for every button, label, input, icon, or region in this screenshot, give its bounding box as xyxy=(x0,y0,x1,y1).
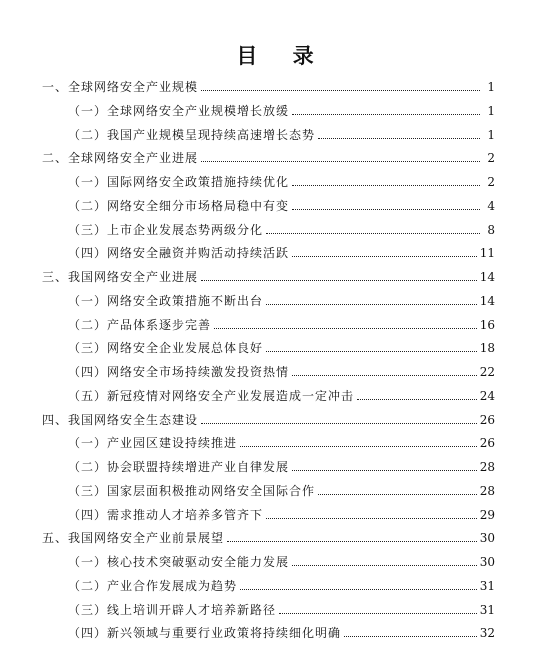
toc-section-entry xyxy=(0,145,550,165)
toc-entry-label: （四）需求推动人才培养多管齐下 xyxy=(68,507,264,522)
toc-page-number: 30 xyxy=(479,531,495,546)
dot-leader xyxy=(292,185,480,186)
toc-page-number: 26 xyxy=(479,412,495,427)
toc-entry-label: 一、全球网络安全产业规模 xyxy=(42,80,199,94)
dot-leader xyxy=(292,209,480,210)
toc-entry-label: （一）全球网络安全产业规模增长放缓 xyxy=(68,103,290,118)
dot-leader xyxy=(292,470,477,471)
toc-entry-label: （二）网络安全细分市场格局稳中有变 xyxy=(68,198,290,213)
dot-leader xyxy=(292,256,477,257)
toc-entry-label: （四）新兴领域与重要行业政策将持续细化明确 xyxy=(68,626,342,641)
dot-leader xyxy=(318,494,477,495)
toc-entry-label: （三）国家层面积极推动网络安全国际合作 xyxy=(68,483,316,498)
toc-entry-label: （一）产业园区建设持续推进 xyxy=(68,436,238,451)
toc-subsection-entry xyxy=(0,454,550,474)
dot-leader xyxy=(227,541,477,542)
toc-subsection-entry xyxy=(0,169,550,189)
dot-leader xyxy=(292,565,477,566)
toc-entry-label: （五）新冠疫情对网络安全产业发展造成一定冲击 xyxy=(68,388,355,403)
dot-leader xyxy=(292,114,480,115)
toc-page-number: 26 xyxy=(479,436,495,451)
toc-subsection-entry xyxy=(0,288,550,308)
toc-page-number: 29 xyxy=(479,507,495,522)
toc-subsection-entry xyxy=(0,478,550,498)
dot-leader xyxy=(240,446,477,447)
toc-page-number: 32 xyxy=(479,626,495,641)
toc-subsection-entry xyxy=(0,597,550,617)
toc-page-number: 2 xyxy=(487,151,495,166)
toc-page-number: 1 xyxy=(487,80,495,94)
toc-entry-label: 四、我国网络安全生态建设 xyxy=(42,412,199,427)
toc-entry-label: （三）线上培训开辟人才培养新路径 xyxy=(68,602,277,617)
toc-subsection-entry xyxy=(0,502,550,522)
toc-subsection-entry xyxy=(0,359,550,379)
dot-leader xyxy=(279,613,477,614)
toc-entry-label: （二）产品体系逐步完善 xyxy=(68,317,212,332)
page-title: 目 录 xyxy=(236,44,328,68)
toc-page-number: 28 xyxy=(479,460,495,474)
dot-leader xyxy=(266,233,480,234)
toc-entry-label: （四）网络安全融资并购活动持续活跃 xyxy=(68,246,290,261)
toc-subsection-entry xyxy=(0,430,550,450)
dot-leader xyxy=(344,636,477,637)
dot-leader xyxy=(240,589,477,590)
toc-page-number: 24 xyxy=(479,388,495,403)
toc-subsection-entry xyxy=(0,620,550,640)
toc-page-number: 28 xyxy=(479,483,495,498)
toc-subsection-entry xyxy=(0,240,550,260)
toc-entry-label: （四）网络安全市场持续激发投资热情 xyxy=(68,365,290,379)
toc-section-entry xyxy=(0,407,550,427)
toc-entry-label: 五、我国网络安全产业前景展望 xyxy=(42,531,225,546)
toc-page-number: 2 xyxy=(487,175,495,189)
toc-page-number: 22 xyxy=(479,365,495,379)
dot-leader xyxy=(318,138,480,139)
toc-entry-label: 二、全球网络安全产业进展 xyxy=(42,151,199,166)
toc-page-number: 16 xyxy=(479,317,495,332)
dot-leader xyxy=(266,351,477,352)
toc-entry-label: （二）我国产业规模呈现持续高速增长态势 xyxy=(68,127,316,142)
dot-leader xyxy=(266,518,477,519)
toc-page-number: 11 xyxy=(479,246,495,261)
toc-entry-label: （三）网络安全企业发展总体良好 xyxy=(68,341,264,356)
toc-page-number: 14 xyxy=(479,293,495,308)
dot-leader xyxy=(201,280,477,281)
toc-subsection-entry xyxy=(0,122,550,142)
toc-section-entry xyxy=(0,74,550,94)
toc-page-number: 30 xyxy=(479,555,495,569)
dot-leader xyxy=(201,423,477,424)
toc-subsection-entry xyxy=(0,312,550,332)
toc-entry-label: （一）核心技术突破驱动安全能力发展 xyxy=(68,555,290,569)
dot-leader xyxy=(201,161,480,162)
toc-page-number: 1 xyxy=(487,127,495,142)
toc-entry-label: 三、我国网络安全产业进展 xyxy=(42,270,199,284)
toc-page-number: 1 xyxy=(487,103,495,118)
toc-subsection-entry xyxy=(0,573,550,593)
toc-section-entry xyxy=(0,264,550,284)
toc-subsection-entry xyxy=(0,98,550,118)
toc-page-number: 18 xyxy=(479,341,495,356)
toc-subsection-entry xyxy=(0,383,550,403)
toc-subsection-entry xyxy=(0,217,550,237)
toc-page-number: 31 xyxy=(479,578,495,593)
toc-entry-label: （三）上市企业发展态势两级分化 xyxy=(68,222,264,237)
dot-leader xyxy=(266,304,477,305)
dot-leader xyxy=(214,328,477,329)
toc-entry-label: （一）网络安全政策措施不断出台 xyxy=(68,293,264,308)
toc-subsection-entry xyxy=(0,193,550,213)
toc-entry-label: （一）国际网络安全政策措施持续优化 xyxy=(68,175,290,189)
toc-page-number: 4 xyxy=(487,198,495,213)
dot-leader xyxy=(201,90,480,91)
toc-entry-label: （二）协会联盟持续增进产业自律发展 xyxy=(68,460,290,474)
toc-subsection-entry xyxy=(0,335,550,355)
toc-entry-label: （二）产业合作发展成为趋势 xyxy=(68,578,238,593)
toc-page-number: 8 xyxy=(487,222,495,237)
toc-page-number: 14 xyxy=(479,270,495,284)
dot-leader xyxy=(357,399,477,400)
toc-section-entry xyxy=(0,525,550,545)
toc-subsection-entry xyxy=(0,549,550,569)
dot-leader xyxy=(292,375,477,376)
toc-page-number: 31 xyxy=(479,602,495,617)
